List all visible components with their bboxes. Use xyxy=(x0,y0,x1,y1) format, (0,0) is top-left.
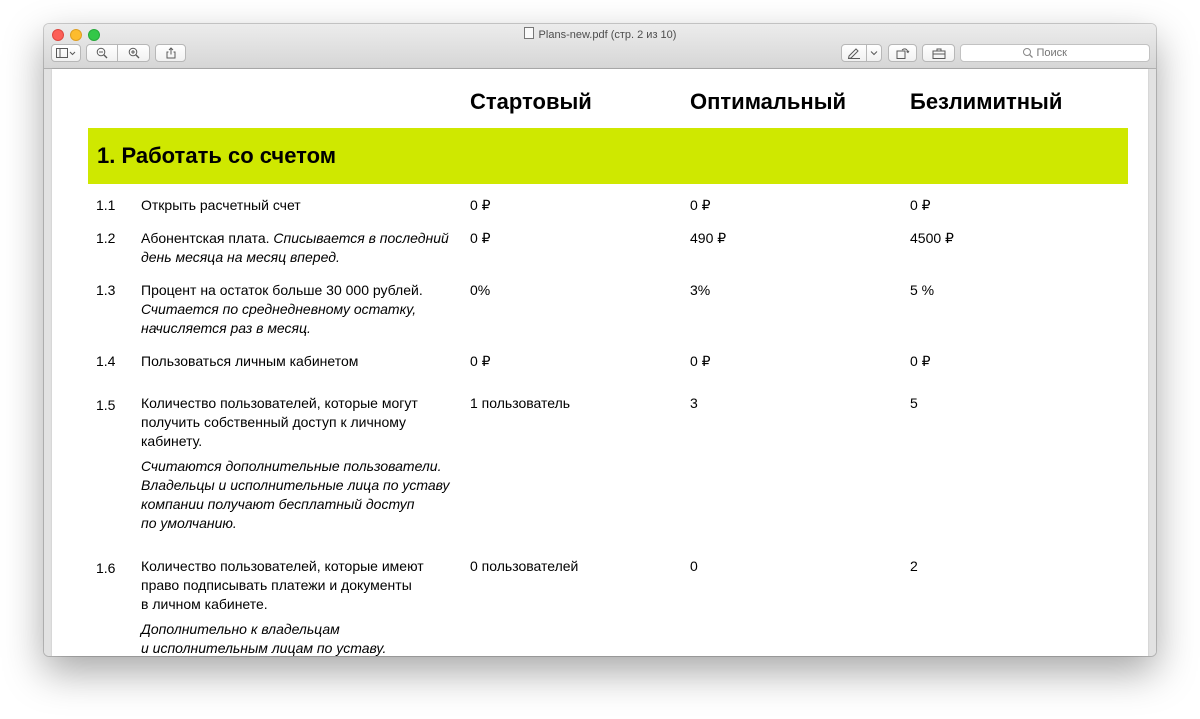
row-text-line: право подписывать платежи и документы xyxy=(141,577,412,593)
pdf-document-icon xyxy=(524,27,534,39)
value-optimal: 0 ₽ xyxy=(690,353,711,369)
value-start: 0% xyxy=(470,282,491,298)
row-note: день месяца на месяц вперед. xyxy=(141,249,340,265)
value-start: 1 пользователь xyxy=(470,395,571,411)
row-description xyxy=(141,557,466,656)
section-title: 1. Работать со счетом xyxy=(97,143,337,168)
value-unlimited: 5 xyxy=(910,395,918,411)
row-note-line: Владельцы и исполнительные лица по уставу xyxy=(141,477,450,493)
plan-header-unlimited: Безлимитный xyxy=(910,89,1063,114)
row-text: Процент на остаток больше 30 000 рублей. xyxy=(141,282,423,298)
sidebar-toggle-button[interactable] xyxy=(51,44,81,62)
plan-header-start: Стартовый xyxy=(470,89,592,114)
pdf-page xyxy=(52,69,1148,656)
row-note-line: и исполнительным лицам по уставу. xyxy=(141,640,387,656)
value-optimal: 3 xyxy=(690,395,698,411)
value-unlimited: 0 ₽ xyxy=(910,353,931,369)
search-field[interactable] xyxy=(960,44,1150,62)
toolbox-button[interactable] xyxy=(922,44,955,62)
toolbox-icon xyxy=(932,48,946,59)
value-unlimited: 0 ₽ xyxy=(910,197,931,213)
share-button[interactable] xyxy=(155,44,186,62)
row-text-line: кабинету. xyxy=(141,433,203,449)
row-note-line: Считается по среднедневному остатку, xyxy=(141,301,417,317)
markup-menu-button[interactable] xyxy=(866,44,882,62)
rotate-icon xyxy=(896,47,910,59)
row-number: 1.5 xyxy=(96,397,116,413)
value-optimal: 0 xyxy=(690,558,698,574)
row-number: 1.3 xyxy=(96,282,116,298)
zoom-in-icon xyxy=(128,47,140,59)
chevron-down-icon xyxy=(870,50,878,56)
search-input[interactable] xyxy=(1037,47,1089,59)
search-icon xyxy=(1022,47,1034,59)
row-description: Пользоваться личным кабинетом xyxy=(141,353,359,369)
value-optimal: 490 ₽ xyxy=(690,230,727,246)
zoom-out-button[interactable] xyxy=(86,44,118,62)
zoom-out-icon xyxy=(96,47,108,59)
value-optimal: 3% xyxy=(690,282,711,298)
window-title-area xyxy=(44,27,1156,41)
row-number: 1.4 xyxy=(96,353,116,369)
window-title: Plans-new.pdf (стр. 2 из 10) xyxy=(538,29,677,41)
row-note-inline: Списывается в последний xyxy=(273,230,449,246)
document-viewport[interactable] xyxy=(44,69,1156,656)
value-unlimited: 4500 ₽ xyxy=(910,230,954,246)
row-description: Открыть расчетный счет xyxy=(141,197,301,213)
row-note-line: Дополнительно к владельцам xyxy=(141,621,340,637)
pen-icon xyxy=(847,47,861,59)
row-description xyxy=(141,229,466,267)
value-unlimited: 2 xyxy=(910,558,918,574)
row-note-line: начисляется раз в месяц. xyxy=(141,320,311,336)
row-text-line: в личном кабинете. xyxy=(141,596,268,612)
plan-header-optimal: Оптимальный xyxy=(690,89,847,114)
zoom-in-button[interactable] xyxy=(117,44,150,62)
value-start: 0 ₽ xyxy=(470,197,491,213)
row-text: Абонентская плата. xyxy=(141,230,270,246)
row-note xyxy=(141,620,466,656)
value-start: 0 пользователей xyxy=(470,558,579,574)
preview-window xyxy=(44,24,1156,656)
value-start: 0 ₽ xyxy=(470,353,491,369)
row-note-line: Считаются дополнительные пользователи. xyxy=(141,458,442,474)
share-icon xyxy=(166,47,176,59)
row-text-line: Количество пользователей, которые имеют xyxy=(141,558,424,574)
row-number: 1.2 xyxy=(96,230,116,246)
row-text-line: Количество пользователей, которые могут xyxy=(141,395,418,411)
row-number: 1.1 xyxy=(96,197,116,213)
titlebar xyxy=(44,24,1156,69)
row-note xyxy=(141,457,466,533)
row-description xyxy=(141,394,466,533)
value-optimal: 0 ₽ xyxy=(690,197,711,213)
markup-button[interactable] xyxy=(841,44,867,62)
section-band xyxy=(88,128,1128,184)
row-note-line: по умолчанию. xyxy=(141,515,237,531)
row-number: 1.6 xyxy=(96,560,116,576)
row-note-line: компании получают бесплатный доступ xyxy=(141,496,415,512)
sidebar-icon xyxy=(56,48,76,58)
row-description xyxy=(141,281,466,338)
value-start: 0 ₽ xyxy=(470,230,491,246)
rotate-button[interactable] xyxy=(888,44,917,62)
row-text-line: получить собственный доступ к личному xyxy=(141,414,407,430)
value-unlimited: 5 % xyxy=(910,282,935,298)
